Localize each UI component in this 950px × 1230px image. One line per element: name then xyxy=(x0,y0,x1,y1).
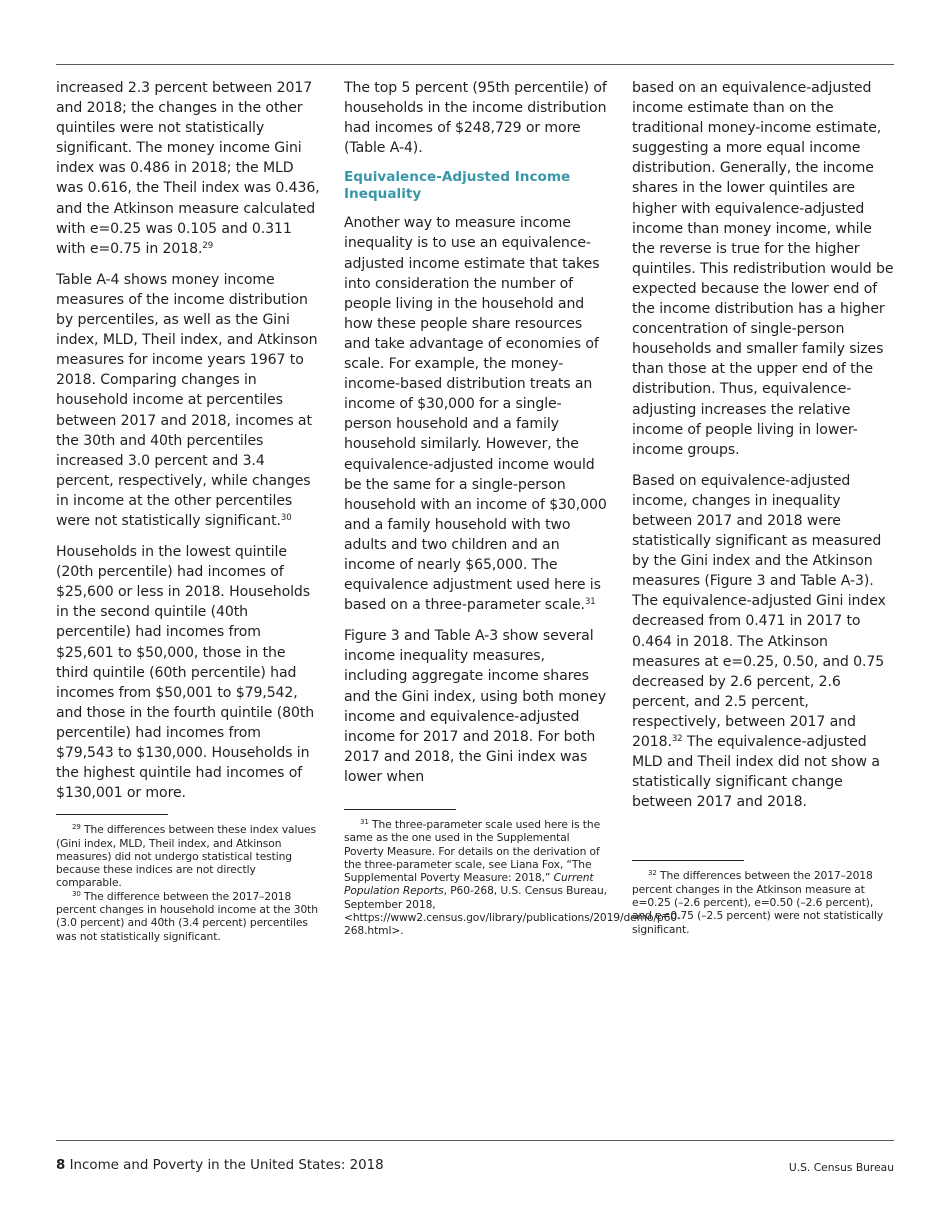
footnote-29: $^{29}$ The differences between these index values (Gini index, MLD, Theil index, and Atkinson measures) did not undergo statistical testing because these indices are not directly comparable. xyxy=(56,823,316,890)
bottom-rule xyxy=(56,1140,894,1141)
paragraph: Table A-4 shows money income measures of the income distribution by percentiles, as well as the Gini index, MLD, Theil index, and Atkinson measures for income years 1967 to 2018. Comparing changes in household income at percentiles between 2017 and 2018, incomes at the 30th and 40th percentiles increased 3.0 percent and 3.4 percent, respectively, while changes in income at the other percentiles were not statistically significant.$^{30}$ xyxy=(56,271,318,529)
footnote-ref: 32 xyxy=(671,734,683,744)
paragraph: Based on equivalence-adjusted income, changes in inequality between 2017 and 2018 were statistically significant as measured by the Gini index and the Atkinson measures (Figure 3 and Table A-3). The equivalence-adjusted Gini index decreased from 0.471 in 2017 to 0.464 in 2018. The Atkinson measures at e=0.25, 0.50, and 0.75 decreased by 2.6 percent, 2.6 percent, and 2.5 percent, respectively, between 2017 and 2018.32 The equivalence-adjusted MLD and Theil index did not show a statistically significant change between 2017 and 2018. xyxy=(632,472,886,811)
paragraph: Figure 3 and Table A-3 show several income inequality measures, including aggregate income shares and the Gini index, using both money income and equivalence-adjusted income for 2017 and 2018. For both 2017 and 2018, the Gini index was lower when xyxy=(344,628,607,785)
footnote-30: $^{30}$ The difference between the 2017–2018 percent changes in household income at the 30th (3.0 percent) and 40th (3.4 percent) percentiles was not statistically significant. xyxy=(56,889,318,943)
page-number: 8 xyxy=(56,1158,66,1173)
section-heading: Equivalence-Adjusted Income Inequality xyxy=(344,169,571,203)
paragraph: increased 2.3 percent between 2017 and 2018; the changes in the other quintiles were not statistically significant. The money income Gini index was 0.486 in 2018; the MLD was 0.616, the Theil index was 0.436, and the Atkinson measure calculated with e=0.25 was 0.105 and 0.311 with e=0.75 in 2018.29 xyxy=(56,80,320,257)
footnote-ref: 29 xyxy=(202,240,214,251)
paragraph: The top 5 percent (95th percentile) of households in the income distribution had incomes of $248,729 or more (Table A-4). xyxy=(344,80,607,157)
footnote-31: $^{31}$ The three-parameter scale used here is the same as the one used in the Supplemental Poverty Measure. For details on the derivation of the three-parameter scale, see Liana Fox, “The Supplemental Poverty Measure: 2018,” Current Population Reports, P60-268, U.S. Census Bureau, September 2018, <https://www2.census.gov/library/publications/2019/demo/p60-268.html>. xyxy=(344,818,681,938)
footer-title xyxy=(56,1158,384,1173)
footnote-divider xyxy=(56,814,168,815)
column-3 xyxy=(632,78,896,936)
footnote-ref: 31 xyxy=(584,597,596,608)
footnote-divider xyxy=(632,860,744,861)
paragraph: based on an equivalence-adjusted income estimate than on the traditional money-income estimate, suggesting a more equal income distribution. Generally, the income shares in the lower quintiles are higher with equivalence-adjusted income than money income, while the reverse is true for the higher quintiles. This redistribution would be expected because the lower end of the income distribution has a higher concentration of single-person households and smaller family sizes than those at the upper end of the distribution. Thus, equivalence-adjusting increases the relative income of people living in lower-income groups. xyxy=(632,80,894,458)
footnote-ref: 30 xyxy=(280,512,292,523)
footer-agency: U.S. Census Bureau xyxy=(788,1161,894,1174)
paragraph: Another way to measure income inequality is to use an equivalence-adjusted income estimate that takes into consideration the number of people living in the household and how these people share resources and take advantage of economies of scale. For example, the money-income-based distribution treats an income of $30,000 for a single-person household and a family household similarly. However, the equivalence-adjusted income would be the same for a single-person household with an income of $30,000 and a family household with two adults and two children and an income of nearly $65,000. The equivalence adjustment used here is based on a three-parameter scale.$^{31}$ xyxy=(344,215,607,614)
report-title: Income and Poverty in the United States: 2018 xyxy=(69,1158,384,1173)
paragraph: Households in the lowest quintile (20th percentile) had incomes of $25,600 or less in 2018. Households in the second quintile (40th percentile) had incomes from $25,601 to $50,000, those in the third quintile (60th percentile) had incomes from $50,001 to $79,542, and those in the fourth quintile (80th percentile) had incomes from $79,543 to $130,000. Households in the highest quintile had incomes of $130,001 or more. xyxy=(56,544,315,802)
footnote-divider xyxy=(344,809,456,810)
footnote-32: $^{32}$ The differences between the 2017–2018 percent changes in the Atkinson measure at e=0.25 (–2.6 percent), e=0.50 (–2.6 percent), and e=0.75 (–2.5 percent) were not statistically significant. xyxy=(632,869,884,936)
column-1 xyxy=(56,78,320,943)
top-rule xyxy=(56,64,894,65)
